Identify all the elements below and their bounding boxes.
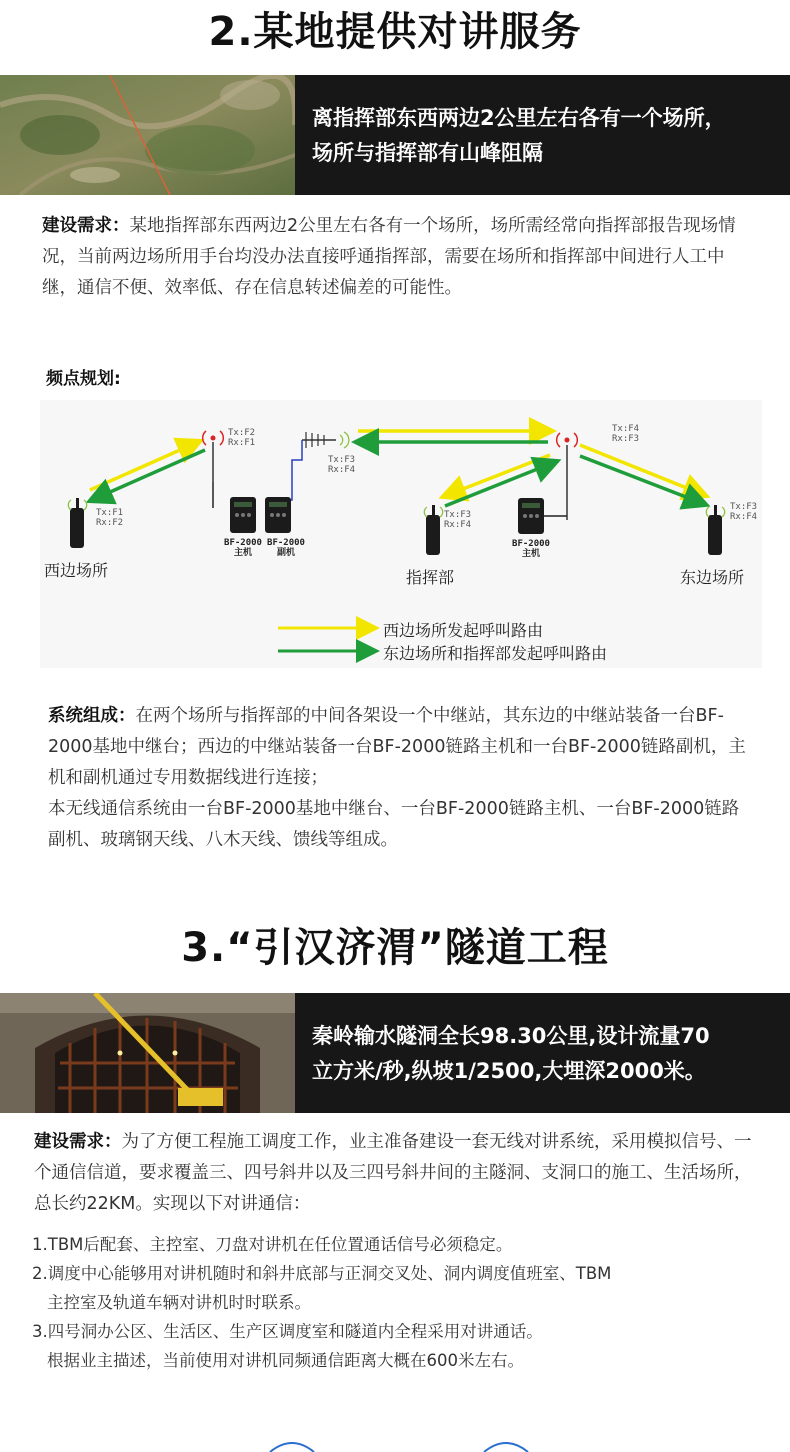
list-item: 1.TBM后配套、主控室、刀盘对讲机在任位置通话信号必须稳定。 xyxy=(32,1235,513,1254)
tunnel-photo-image xyxy=(0,993,295,1113)
bf2000-sub-device xyxy=(265,497,291,533)
section2-sys-text1: 在两个场所与指挥部的中间各架设一个中继站，其东边的中继站装备一台BF-2000基地中继台；西边的中继站装备一台BF-2000链路主机和一台BF-2000链路副机，主机和副机通过专用数据线进行连接； xyxy=(48,706,746,788)
satellite-map-image xyxy=(0,75,295,195)
list-item: 3.四号洞办公区、生活区、生产区调度室和隧道内全程采用对讲通话。 xyxy=(32,1322,543,1341)
section2-banner-line2: 场所与指挥部有山峰阻隔 xyxy=(312,141,543,165)
east-radio-icon xyxy=(708,505,722,555)
bf2000-east-host-device xyxy=(518,498,544,534)
section3-banner-line1: 秦岭输水隧洞全长98.30公里,设计流量70 xyxy=(312,1024,710,1048)
arrow-green-east xyxy=(580,456,704,504)
hq-radio-freq: Tx:F3 Rx:F4 xyxy=(444,510,472,530)
section2-sys-text2: 本无线通信系统由一台BF-2000基地中继台、一台BF-2000链路主机、一台BF-2000链路副机、玻璃钢天线、八木天线、馈线等组成。 xyxy=(48,799,740,850)
legend-green-text: 东边场所和指挥部发起呼叫路由 xyxy=(383,644,608,663)
arrow-yellow-east xyxy=(580,445,704,495)
section3-banner-line2: 立方米/秒,纵坡1/2500,大埋深2000米。 xyxy=(312,1059,706,1083)
arrow-yellow-hq xyxy=(445,455,550,496)
section3-requirement xyxy=(34,1127,760,1220)
host-caption: BF-2000 主机 xyxy=(224,538,262,558)
list-item: 根据业主描述，当前使用对讲机同频通信距离大概在600米左右。 xyxy=(47,1351,524,1370)
legend-yellow-text: 西边场所发起呼叫路由 xyxy=(383,621,544,640)
east-host-caption: BF-2000 主机 xyxy=(512,539,550,559)
east-repeater-signal-icon xyxy=(557,433,578,447)
east-radio-freq: Tx:F3 Rx:F4 xyxy=(730,502,758,522)
section3-title: 3.“引汉济渭”隧道工程 xyxy=(181,925,609,971)
sub-caption: BF-2000 副机 xyxy=(267,538,305,558)
freq-plan-label: 频点规划: xyxy=(46,369,121,389)
section2-sys-label: 系统组成： xyxy=(48,706,136,726)
section2-req-text: 某地指挥部东西两边2公里左右各有一个场所，场所需经常向指挥部报告现场情况，当前两边场所用手台均没办法直接呼通指挥部，需要在场所和指挥部中间进行人工中继，通信不便、效率低、存在信息转述偏差的可能性。 xyxy=(42,216,736,298)
east-site-label: 东边场所 xyxy=(680,568,745,587)
section2-banner xyxy=(0,75,790,195)
section2-requirement xyxy=(42,211,754,304)
section3-req-label: 建设需求： xyxy=(34,1132,122,1152)
arrow-yellow-west xyxy=(90,442,198,490)
list-item: 2.调度中心能够用对讲机随时和斜井底部与正洞交叉处、洞内调度值班室、TBM xyxy=(32,1264,612,1283)
bf2000-host-device xyxy=(230,497,256,533)
west-site-label: 西边场所 xyxy=(44,561,109,580)
west-radio-freq: Tx:F1 Rx:F2 xyxy=(96,508,124,528)
decorative-arc-icon xyxy=(262,1438,322,1452)
list-item: 主控室及轨道车辆对讲机时时联系。 xyxy=(47,1293,311,1312)
section2-title: 2.某地提供对讲服务 xyxy=(208,9,582,55)
hq-radio-icon xyxy=(426,505,440,555)
section3-banner xyxy=(0,993,790,1113)
arrow-green-west xyxy=(92,450,205,500)
hq-label: 指挥部 xyxy=(406,568,455,587)
section3-list xyxy=(32,1230,762,1375)
section2-banner-line1: 离指挥部东西两边2公里左右各有一个场所， xyxy=(312,106,726,130)
section3-req-text: 为了方便工程施工调度工作，业主准备建设一套无线对讲系统，采用模拟信号、一个通信信道，要求覆盖三、四号斜井以及三四号斜井间的主隧洞、支洞口的施工、生活场所，总长约22KM。实现以下对讲通信： xyxy=(34,1132,752,1214)
yagi-freq: Tx:F3 Rx:F4 xyxy=(328,455,356,475)
west-repeater-freq: Tx:F2 Rx:F1 xyxy=(228,428,256,448)
section2-req-label: 建设需求： xyxy=(42,216,130,236)
decorative-arc-icon xyxy=(476,1438,536,1452)
east-repeater-freq: Tx:F4 Rx:F3 xyxy=(612,424,640,444)
frequency-diagram xyxy=(40,400,762,668)
section2-system xyxy=(48,701,754,856)
west-radio-icon xyxy=(70,498,84,548)
